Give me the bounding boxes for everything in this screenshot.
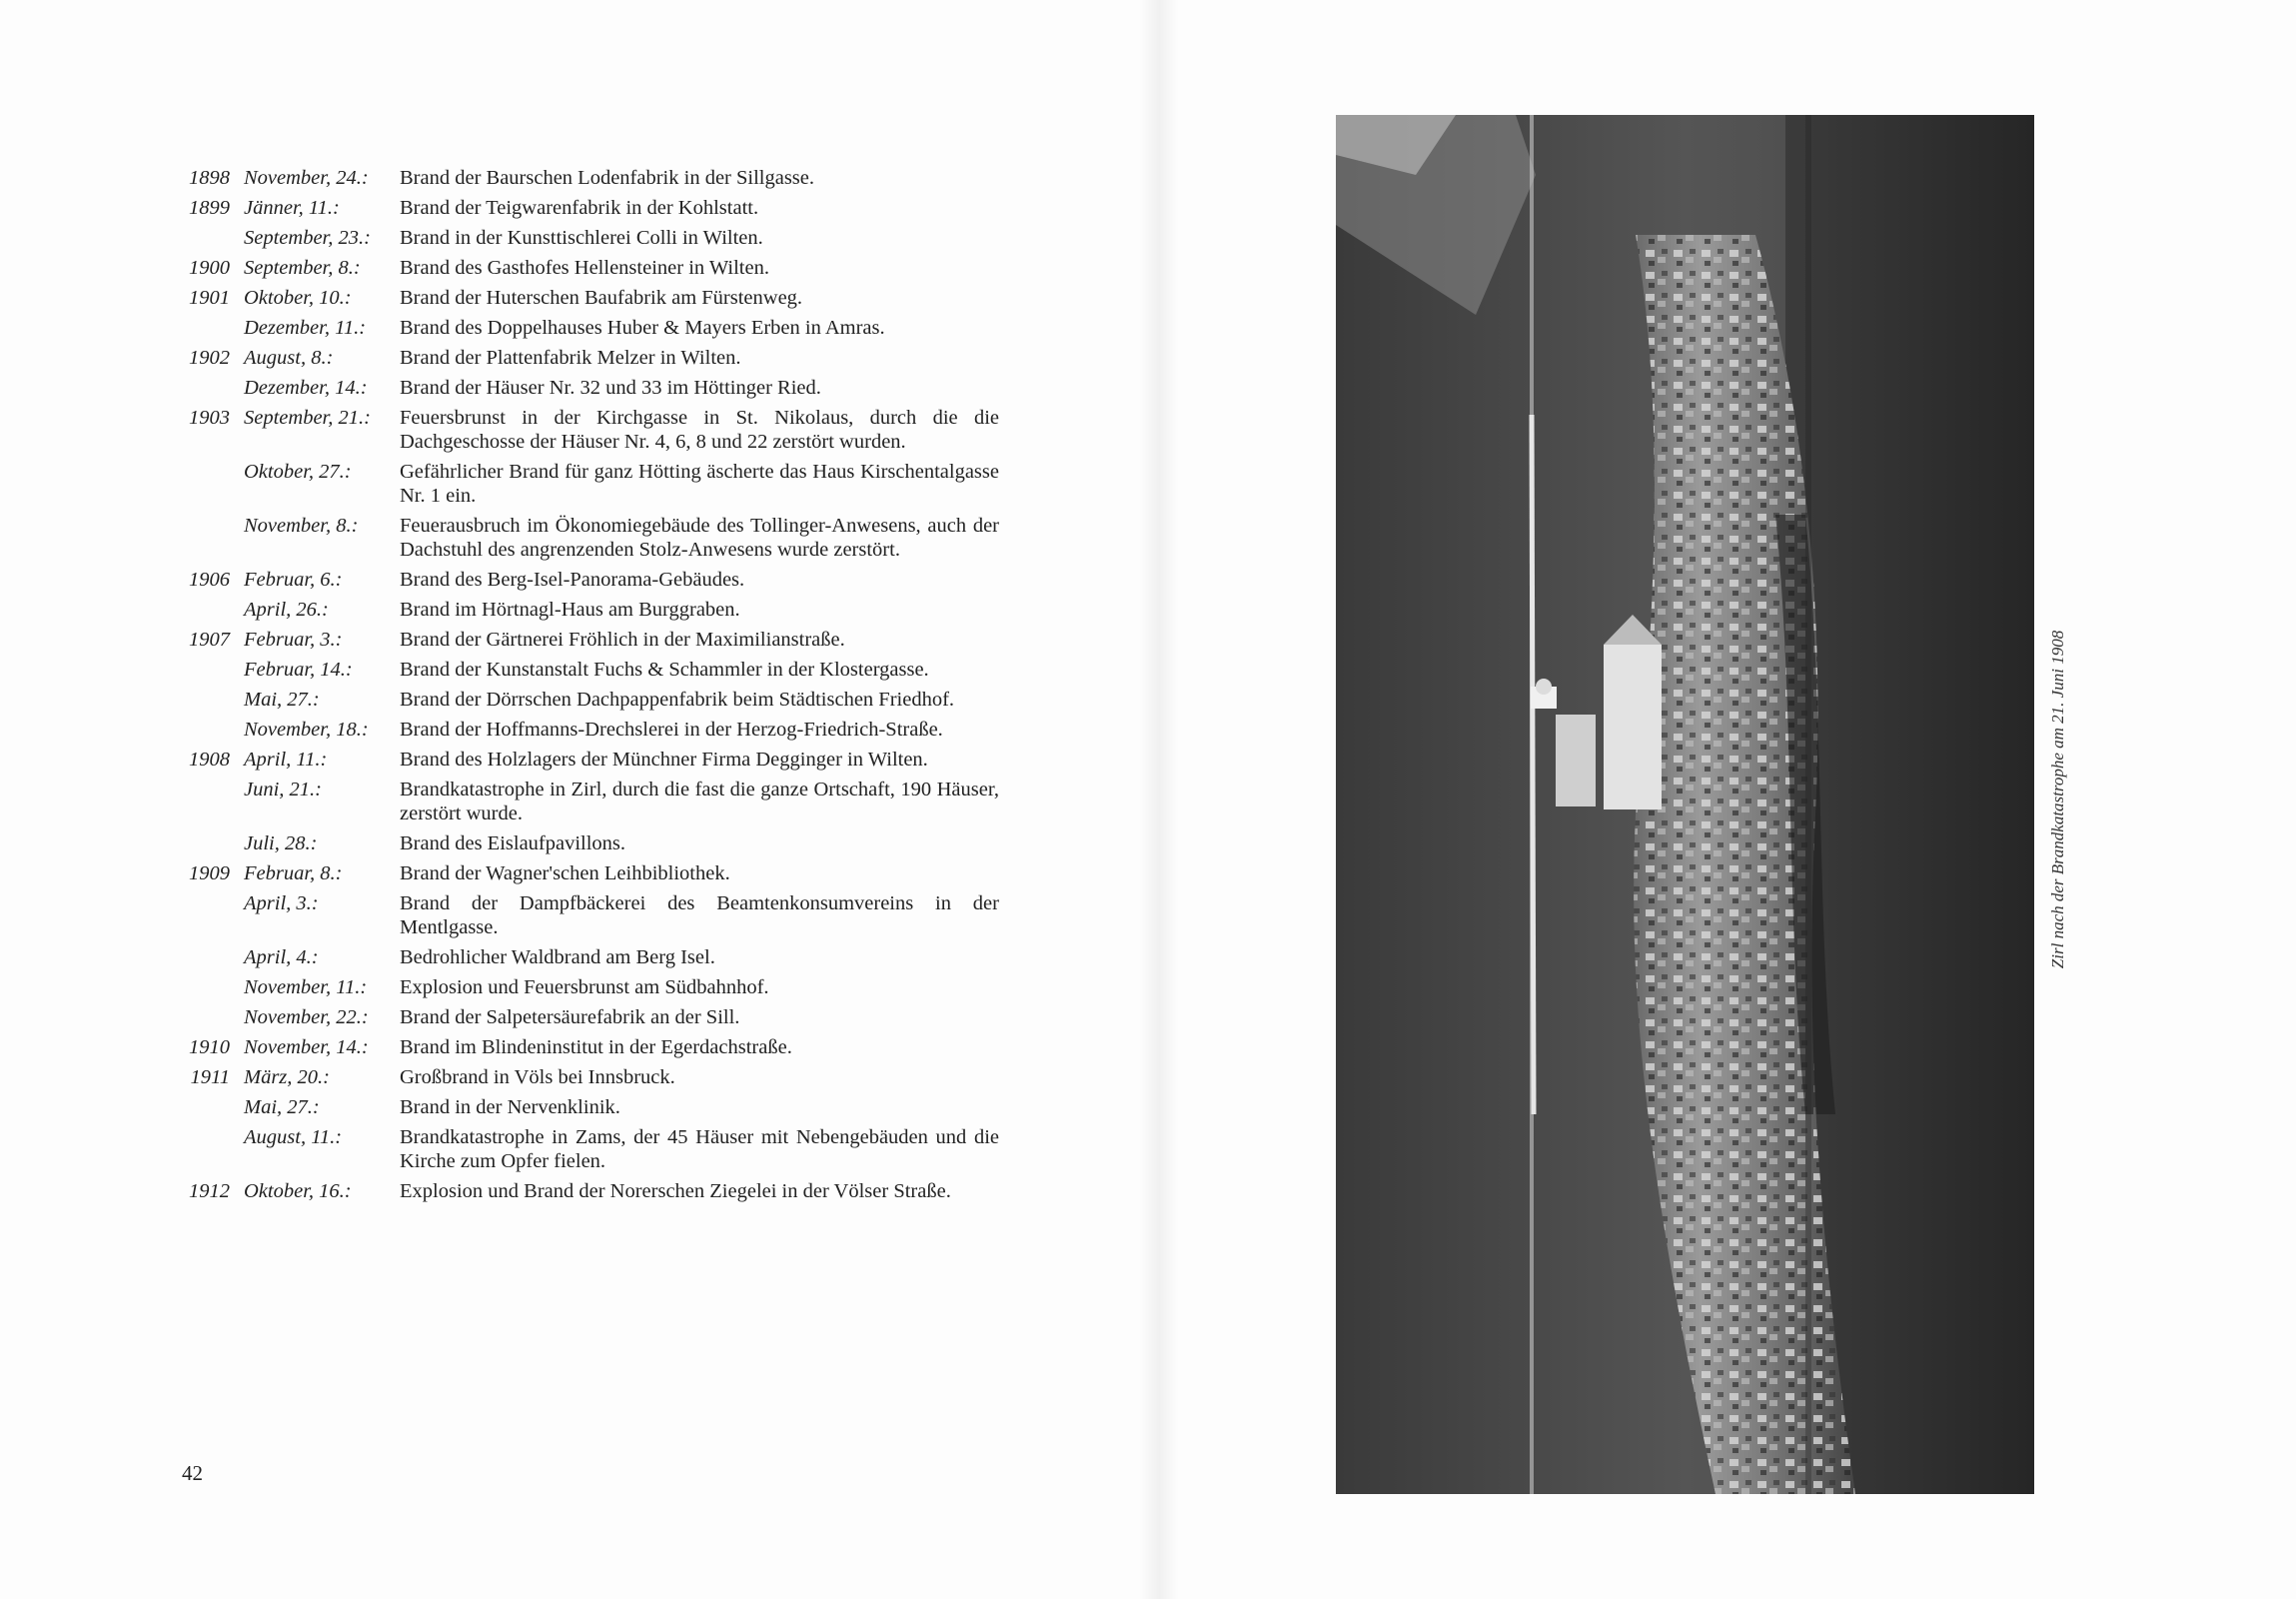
entry-description: Explosion und Feuersbrunst am Südbahnhof. [400,976,769,998]
chronicle-entry [170,891,999,939]
entry-date: Mai, 27.: [244,689,320,711]
photo-caption: Zirl nach der Brandkatastrophe am 21. Juni 1908 [2048,630,2067,969]
chronicle-entry [170,316,999,340]
entry-date: August, 8.: [244,347,334,369]
entry-description: Brand des Gasthofes Hellensteiner in Wilten. [400,257,769,279]
entry-description: Brand im Blindeninstitut in der Egerdachstraße. [400,1036,792,1058]
entry-description: Bedrohlicher Waldbrand am Berg Isel. [400,946,715,968]
chronicle-entry [170,514,999,562]
chronicle-entry [170,945,999,969]
fire-chronicle-list [170,166,999,1209]
entry-description: Gefährlicher Brand für ganz Hötting äscherte das Haus Kirschentalgasse Nr. 1 ein. [400,461,999,507]
entry-description: Brand der Hoffmanns-Drechslerei in der Herzog-Friedrich-Straße. [400,719,943,741]
entry-description: Brand des Doppelhauses Huber & Mayers Erben in Amras. [400,317,885,339]
entry-description: Feuersbrunst in der Kirchgasse in St. Nikolaus, durch die die Dachgeschosse der Häuser Nr. 4, 6, 8 und 22 zerstört wurden. [400,407,999,453]
entry-description: Brand der Gärtnerei Fröhlich in der Maximilianstraße. [400,629,845,651]
chronicle-entry [170,598,999,622]
chronicle-entry [170,658,999,682]
entry-description: Brand der Dampfbäckerei des Beamtenkonsumvereins in der Mentlgasse. [400,892,999,938]
chronicle-entry [170,568,999,592]
entry-year: 1910 [189,1036,230,1058]
entry-year: 1903 [189,407,230,429]
entry-year: 1899 [189,197,230,219]
entry-date: Juli, 28.: [244,832,318,854]
entry-date: November, 22.: [244,1006,369,1028]
entry-date: Februar, 14.: [244,659,353,681]
entry-date: Jänner, 11.: [244,197,340,219]
entry-year: 1907 [189,629,230,651]
entry-date: November, 18.: [244,719,369,741]
entry-description: Großbrand in Völs bei Innsbruck. [400,1066,675,1088]
entry-date: November, 24.: [244,167,369,189]
entry-description: Brand in der Kunsttischlerei Colli in Wilten. [400,227,763,249]
chronicle-entry [170,196,999,220]
entry-year: 1909 [189,862,230,884]
entry-description: Brand des Holzlagers der Münchner Firma Degginger in Wilten. [400,749,928,771]
entry-description: Feuerausbruch im Ökonomiegebäude des Tollinger-Anwesens, auch der Dachstuhl des angrenzenden Stolz-Anwesens wurde zerstört. [400,515,999,561]
chronicle-entry [170,226,999,250]
entry-description: Brand der Wagner'schen Leihbibliothek. [400,862,730,884]
entry-date: Oktober, 16.: [244,1180,352,1202]
zirl-aerial-photo [1336,115,2034,1494]
chronicle-entry [170,718,999,742]
entry-description: Brand der Huterschen Baufabrik am Fürstenweg. [400,287,803,309]
chronicle-entry [170,861,999,885]
entry-date: Februar, 8.: [244,862,343,884]
entry-year: 1902 [189,347,230,369]
entry-date: April, 11.: [244,749,328,771]
entry-year: 1906 [189,569,230,591]
entry-date: September, 23.: [244,227,371,249]
entry-year: 1898 [189,167,230,189]
entry-year: 1911 [190,1066,230,1088]
entry-date: April, 4.: [244,946,319,968]
chronicle-entry [170,286,999,310]
entry-date: Dezember, 11.: [244,317,367,339]
chronicle-entry [170,628,999,652]
entry-description: Brand des Berg-Isel-Panorama-Gebäudes. [400,569,745,591]
chronicle-entry [170,1095,999,1119]
entry-description: Brand der Salpetersäurefabrik an der Sill. [400,1006,740,1028]
entry-date: Oktober, 10.: [244,287,352,309]
entry-date: September, 8.: [244,257,361,279]
entry-date: November, 11.: [244,976,368,998]
entry-date: Dezember, 14.: [244,377,368,399]
page-number: 42 [182,1461,203,1485]
chronicle-entry [170,166,999,190]
entry-description: Explosion und Brand der Norerschen Ziegelei in der Völser Straße. [400,1180,951,1202]
entry-year: 1912 [189,1180,230,1202]
chronicle-entry [170,1065,999,1089]
entry-description: Brandkatastrophe in Zams, der 45 Häuser mit Nebengebäuden und die Kirche zum Opfer fielen. [400,1126,999,1172]
chronicle-entry [170,1035,999,1059]
entry-date: Februar, 6.: [244,569,343,591]
entry-year: 1900 [189,257,230,279]
chronicle-entry [170,406,999,454]
entry-date: April, 3.: [244,892,319,914]
entry-date: März, 20.: [244,1066,330,1088]
chronicle-entry [170,376,999,400]
entry-date: Juni, 21.: [244,779,322,800]
entry-description: Brand der Teigwarenfabrik in der Kohlstatt. [400,197,759,219]
chronicle-entry [170,1125,999,1173]
entry-description: Brand im Hörtnagl-Haus am Burggraben. [400,599,740,621]
chronicle-entry [170,256,999,280]
entry-year: 1908 [189,749,230,771]
chronicle-entry [170,975,999,999]
entry-description: Brand des Eislaufpavillons. [400,832,626,854]
entry-date: Mai, 27.: [244,1096,320,1118]
entry-description: Brand der Plattenfabrik Melzer in Wilten. [400,347,741,369]
chronicle-entry [170,748,999,772]
chronicle-entry [170,1179,999,1203]
chronicle-entry [170,460,999,508]
entry-description: Brandkatastrophe in Zirl, durch die fast die ganze Ortschaft, 190 Häuser, zerstört wurde. [400,779,999,824]
chronicle-entry [170,778,999,825]
entry-year: 1901 [189,287,230,309]
entry-date: November, 8.: [244,515,359,537]
entry-description: Brand der Kunstanstalt Fuchs & Schammler in der Klostergasse. [400,659,929,681]
entry-description: Brand in der Nervenklinik. [400,1096,620,1118]
entry-date: Februar, 3.: [244,629,343,651]
chronicle-entry [170,688,999,712]
entry-date: April, 26.: [244,599,329,621]
chronicle-entry [170,346,999,370]
entry-description: Brand der Häuser Nr. 32 und 33 im Höttinger Ried. [400,377,821,399]
entry-date: November, 14.: [244,1036,369,1058]
entry-date: September, 21.: [244,407,371,429]
entry-description: Brand der Baurschen Lodenfabrik in der Sillgasse. [400,167,815,189]
entry-date: Oktober, 27.: [244,461,352,483]
chronicle-entry [170,831,999,855]
chronicle-entry [170,1005,999,1029]
entry-description: Brand der Dörrschen Dachpappenfabrik beim Städtischen Friedhof. [400,689,955,711]
entry-date: August, 11.: [244,1126,343,1148]
